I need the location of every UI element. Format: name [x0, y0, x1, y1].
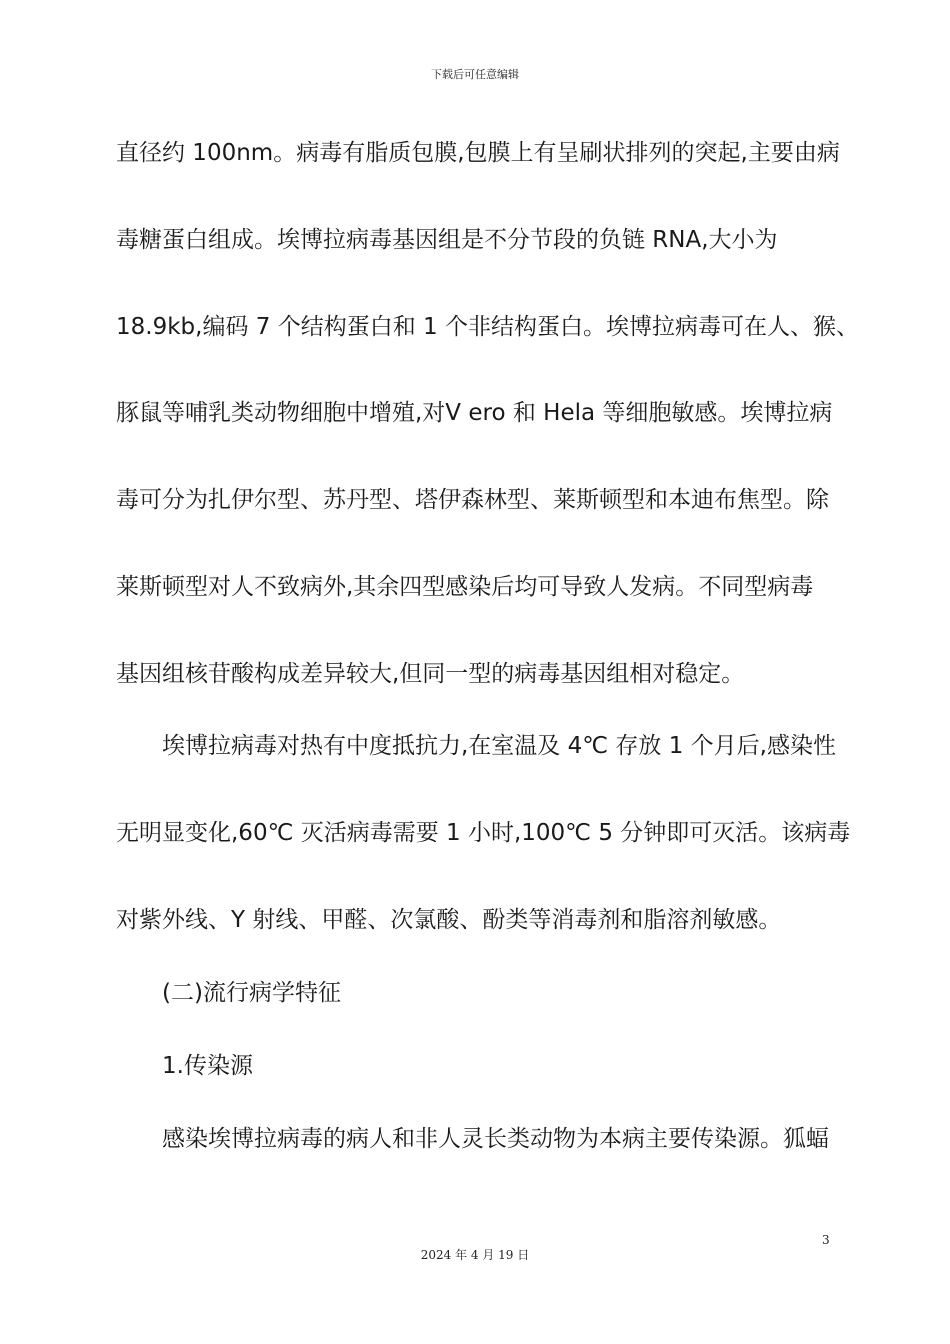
paragraph-line: 基因组核苷酸构成差异较大,但同一型的病毒基因组相对稳定。: [116, 661, 745, 687]
paragraph-line: 无明显变化,60℃ 灭活病毒需要 1 小时,100℃ 5 分钟即可灭活。该病毒: [116, 820, 851, 846]
paragraph-line: 埃博拉病毒对热有中度抵抗力,在室温及 4℃ 存放 1 个月后,感染性: [162, 733, 836, 759]
paragraph-line: 感染埃博拉病毒的病人和非人灵长类动物为本病主要传染源。狐蝠: [162, 1126, 829, 1152]
page-number: 3: [822, 1233, 830, 1247]
page-footer-date: 2024 年 4 月 19 日: [420, 1248, 530, 1262]
section-heading: (二)流行病学特征: [162, 980, 341, 1006]
paragraph-line: 直径约 100nm。病毒有脂质包膜,包膜上有呈刷状排列的突起,主要由病: [116, 140, 840, 166]
subsection-heading: 1.传染源: [162, 1053, 253, 1079]
paragraph-line: 莱斯顿型对人不致病外,其余四型感染后均可导致人发病。不同型病毒: [116, 574, 814, 600]
paragraph-line: 豚鼠等哺乳类动物细胞中增殖,对Ⅴ ero 和 Hela 等细胞敏感。埃博拉病: [116, 400, 833, 426]
paragraph-line: 毒糖蛋白组成。埃博拉病毒基因组是不分节段的负链 RNA,大小为: [116, 227, 778, 253]
paragraph-line: 对紫外线、Υ 射线、甲醛、次氯酸、酚类等消毒剂和脂溶剂敏感。: [116, 907, 782, 933]
page-header: 下载后可任意编辑: [431, 68, 519, 81]
paragraph-line: 18.9kb,编码 7 个结构蛋白和 1 个非结构蛋白。埃博拉病毒可在人、猴、: [116, 314, 859, 340]
paragraph-line: 毒可分为扎伊尔型、苏丹型、塔伊森林型、莱斯顿型和本迪布焦型。除: [116, 487, 829, 513]
